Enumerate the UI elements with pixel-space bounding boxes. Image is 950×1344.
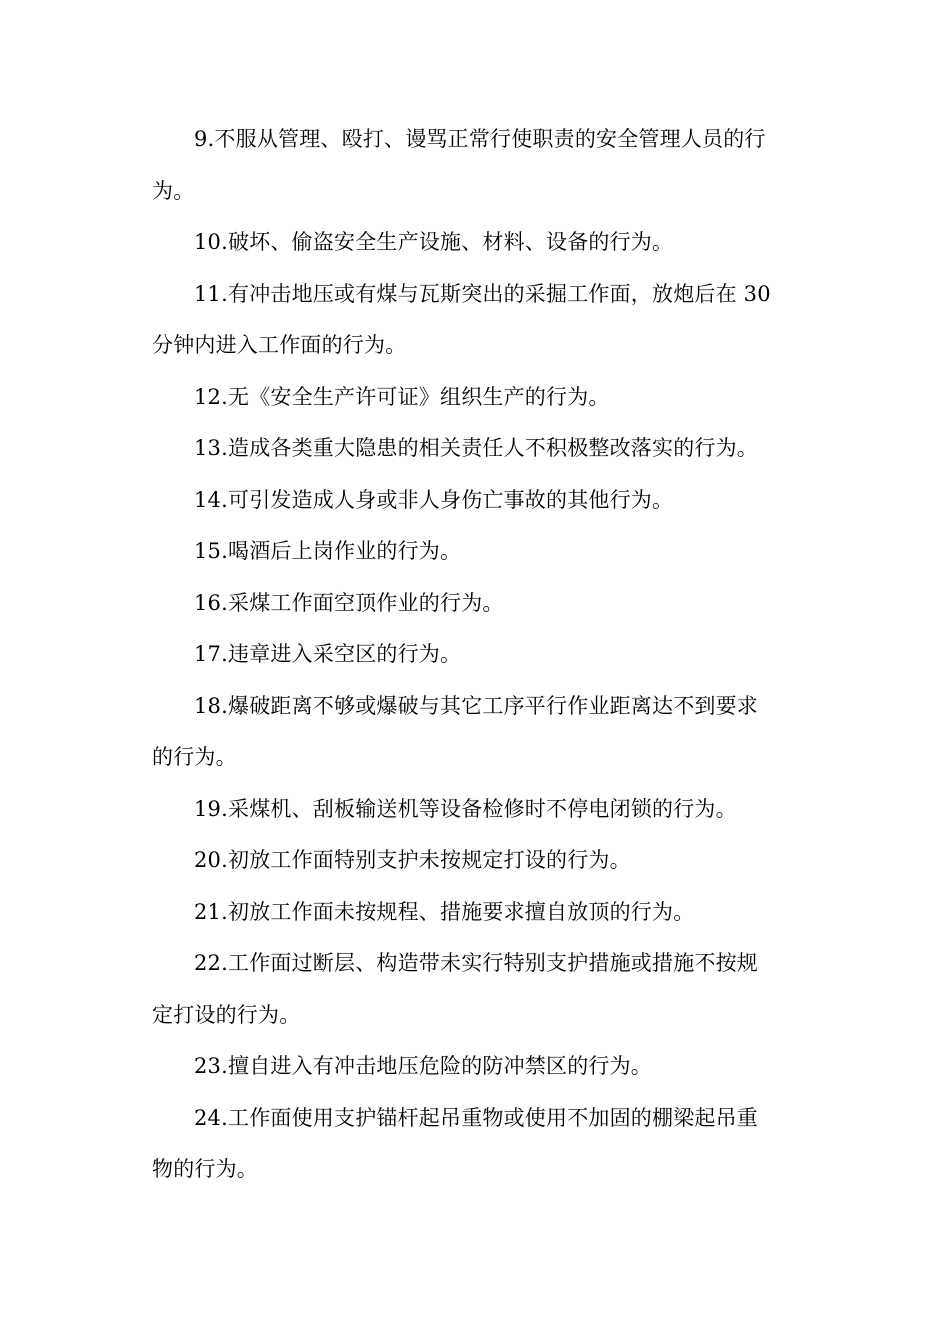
list-item-24 (152, 1093, 792, 1196)
list-item-24-line-1: 24.工作面使用支护锚杆起吊重物或使用不加固的棚梁起吊重 (194, 1105, 758, 1130)
list-item-10 (152, 217, 792, 269)
list-item-24-line-2: 物的行为。 (152, 1157, 258, 1181)
list-item-13-line-1: 13.造成各类重大隐患的相关责任人不积极整改落实的行为。 (194, 436, 758, 460)
list-item-22-line-2: 定打设的行为。 (152, 1002, 301, 1027)
list-item-12 (152, 372, 792, 424)
list-item-11 (152, 269, 792, 372)
list-item-22 (152, 938, 792, 1041)
list-item-23-line-1: 23.擅自进入有冲击地压危险的防冲禁区的行为。 (194, 1054, 652, 1078)
list-item-19-line-1: 19.采煤机、刮板输送机等设备检修时不停电闭锁的行为。 (194, 796, 737, 821)
list-item-13 (152, 423, 792, 475)
list-item-14 (152, 475, 792, 527)
list-item-21-line-1: 21.初放工作面未按规程、措施要求擅自放顶的行为。 (194, 899, 695, 924)
list-item-15-line-1: 15.喝酒后上岗作业的行为。 (194, 539, 462, 563)
list-item-18 (152, 681, 792, 784)
list-item-23 (152, 1041, 792, 1093)
list-item-16-line-1: 16.采煤工作面空顶作业的行为。 (194, 590, 504, 615)
list-item-17 (152, 629, 792, 681)
list-item-14-line-1: 14.可引发造成人身或非人身伤亡事故的其他行为。 (194, 487, 674, 512)
list-item-21 (152, 887, 792, 939)
list-item-20-line-1: 20.初放工作面特别支护未按规定打设的行为。 (194, 848, 631, 872)
list-item-20 (152, 835, 792, 887)
list-item-19 (152, 784, 792, 836)
list-item-16 (152, 578, 792, 630)
list-item-9-line-1: 9.不服从管理、殴打、谩骂正常行使职责的安全管理人员的行 (194, 127, 766, 151)
document-body (152, 114, 792, 1196)
list-item-12-line-1: 12.无《安全生产许可证》组织生产的行为。 (194, 384, 610, 409)
list-item-18-line-1: 18.爆破距离不够或爆破与其它工序平行作业距离达不到要求 (194, 693, 758, 718)
list-item-11-line-2: 分钟内进入工作面的行为。 (152, 333, 407, 357)
list-item-9-line-2: 为。 (152, 178, 195, 203)
list-item-15 (152, 526, 792, 578)
list-item-9 (152, 114, 792, 217)
list-item-22-line-1: 22.工作面过断层、构造带未实行特别支护措施或措施不按规 (194, 951, 758, 975)
list-item-17-line-1: 17.违章进入采空区的行为。 (194, 642, 462, 666)
list-item-10-line-1: 10.破坏、偷盗安全生产设施、材料、设备的行为。 (194, 230, 674, 254)
list-item-11-line-1: 11.有冲击地压或有煤与瓦斯突出的采掘工作面，放炮后在 30 (194, 281, 771, 306)
list-item-18-line-2: 的行为。 (152, 745, 237, 769)
